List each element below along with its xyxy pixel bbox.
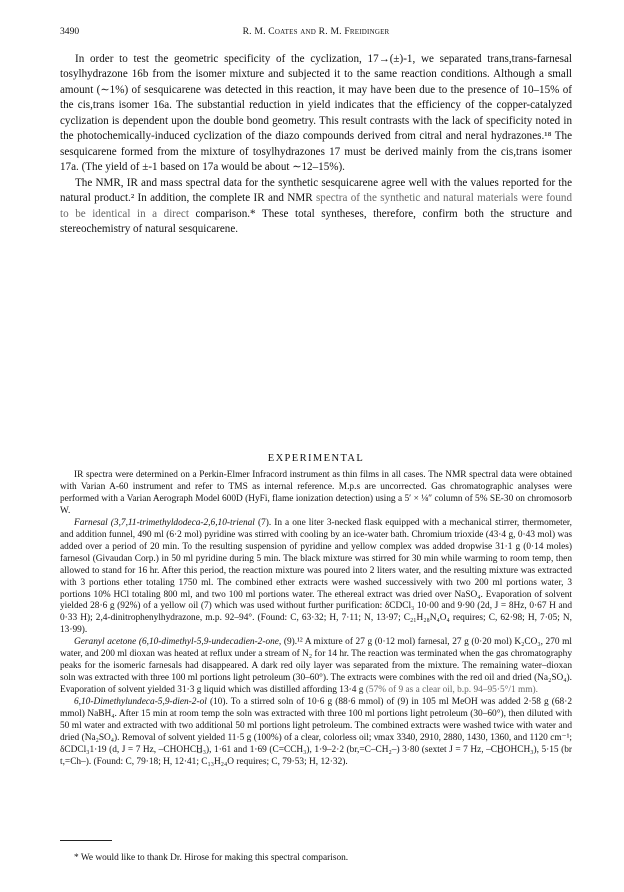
procedure-farnesal: (7). In a one liter 3-necked flask equipped with a mechanical stirrer, thermometer, and addition funnel, 490 ml (6·2 mol) pyridine was stirred with cooling by an ice-water bath. Chromium trioxide (43·4 g, 0·43 mol) was added over a period of 20 min. To the resulting suspension of pyridine and yellow complex was added dropwise 31·1 g (0·14 moles) farnesol (Givaudan Corp.) in 50 ml pyridine during 5 min. The black mixture was stirred for 30 min while warming to room temp, then allowed to stand for 16 hr. After this period, the reaction mixture was poured into 2 liters water, and the resulting mixture was extracted with 3 portions ether totaling 1750 ml. The combined ether extracts were washed successively with two 200 ml portions water, 3 portions 10% HCl totaling 800 ml, and two 100 ml portions water. The ethereal extract was dried over NaSO₄. Evaporation of solvent yielded 28·6 g (92%) of a yellow oil (7) which was used without further purification: δCDCl₃ 10·00 and 9·90 (2d, J = 8Hz, 0·67 H and 0·33 H); 2,4-dinitrophenylhydrazone, m.p. 92–94°. (Found: C, 63·32; H, 7·11; N, 13·97; C₂₁H₂₈N₄O₄ requires; C, 62·98; H, 7·05; N, 13·99). — [60, 517, 573, 636]
compound-name-geranyl-acetone: (6,10-dimethyl-5,9-undecadien-2-one, — [138, 637, 282, 648]
paragraph-spectral-part-1: The NMR, IR and mass spectral data for the synthetic sesquicarene agree well with the values reported for the natural product.² In addition, the complete IR and NMR — [60, 176, 572, 205]
procedure-geranyl-acetone: (9).¹² A mixture of 27 g (0·12 mol) farnesal, 27 g (0·20 mol) K₂CO₃, 270 ml water, and 200 ml dioxan was heated at reflux under a stream of N₂ for 14 hr. The reaction was terminated when the gas chromatography peaks for the isomeric farnesals had disappeared. A dark red oily layer was separated from the mixture. The remaining water–dioxan soln was extracted with three 100 ml portions light petroleum (30–60°). The extracts were combines with the red oil and dried (Na₂SO₄). Evaporation of solvent yielded 31·3 g liquid which was distilled affording 13·4 g — [60, 637, 572, 696]
section-heading-experimental: EXPERIMENTAL — [267, 453, 365, 464]
compound-title-geranyl-acetone: Geranyl acetone — [74, 637, 137, 648]
experimental-section — [60, 470, 572, 769]
paragraph-spectral-comparison — [60, 176, 572, 238]
paragraph-geranyl-acetone — [60, 637, 572, 697]
page-header — [60, 26, 572, 40]
paragraph-spectral-part-2: spectra of the synthetic and natural materials were found to be identical in a direct — [60, 192, 572, 220]
procedure-geranyl-acetone-tail: (57% of 9 as a clear oil, b.p. 94–95·5°/1 mm). — [365, 685, 538, 696]
footnote: * We would like to thank Dr. Hirose for making this spectral comparison. — [74, 853, 349, 863]
compound-title-farnesal: Farnesal — [74, 517, 108, 528]
page-number: 3490 — [60, 26, 80, 37]
paragraph-dimethylundecadienol — [60, 697, 572, 769]
procedure-dimethylundecadienol: (10). To a stirred soln of 10·6 g (88·6 mmol) of (9) in 105 ml MeOH was added 2·58 g (68·2 mmol) NaBH₄. After 15 min at room temp the soln was extracted with three 100 ml portions light petroleum (30–60°), then diluted with 50 ml water and extracted with two additional 50 ml portions light petroleum. The combined extracts were washed twice with water and dried (Na₂SO₄). Removal of solvent yielded 11·5 g (100%) of a clear, colorless oil; νmax 3340, 2910, 2880, 1430, 1360, and 1120 cm⁻¹; δCDCl₃1·19 (d, J = 7 Hz, –CHOHCH̲₃), 1·61 and 1·69 (C=CCH₃), 1·9–2·2 (br,=C–CH₂–) 3·80 (sextet J = 7 Hz, –CH̲OHCH₃), 5·15 (br t,=Ch–). (Found: C, 79·18; H, 12·41; C₁₃H₂₄O requires; C, 79·53; H, 12·32). — [60, 697, 572, 767]
compound-title-dimethylundecadienol: 6,10-Dimethylundeca-5,9-dien-2-ol — [74, 697, 207, 708]
paragraph-spectral-part-3: comparison.* These total syntheses, therefore, confirm both the structure and stereochemistry of natural sesquicarene. — [60, 207, 573, 235]
paragraph-farnesal — [60, 518, 572, 638]
paragraph-cyclization: In order to test the geometric specificity of the cyclization, 17→(±)-1, we separated trans,trans-farnesal tosylhydrazone 16b from the isomer mixture and subjected it to the same reaction conditions. Although a small amount (∼1%) of sesquicarene was detected in this reaction, it may have been due to the presence of 10–15% of the cis,trans isomer 16a. The substantial reduction in yield indicates that the efficiency of the copper-catalyzed cyclization is dependent upon the double bond geometry. This result contrasts with the lack of specificity noted in the photochemically-induced cyclization of the diazo compounds derived from citral and neral hydrazones.¹⁸ The sesquicarene formed from the mixture of tosylhydrazones 17 must be derived mainly from the cis,trans isomer 17a. (The yield of ±-1 based on 17a would be about ∼12–15%). — [60, 53, 572, 174]
discussion-section — [60, 52, 572, 237]
running-head: R. M. Coates and R. M. Freidinger — [242, 26, 390, 37]
paragraph-instruments: IR spectra were determined on a Perkin-Elmer Infracord instrument as thin films in all cases. The NMR spectral data were obtained with Varian A-60 instrument and refer to TMS as internal reference. M.p.s are uncorrected. Gas chromatographic analyses were performed with a Varian Aerograph Model 600D (HyFi, flame ionization detection) using a 5′ × ⅛″ column of 5% SE-30 on chromosorb W. — [60, 470, 572, 516]
compound-name-farnesal: (3,7,11-trimethyldodeca-2,6,10-trienal — [110, 517, 255, 528]
footnote-rule — [60, 840, 112, 841]
